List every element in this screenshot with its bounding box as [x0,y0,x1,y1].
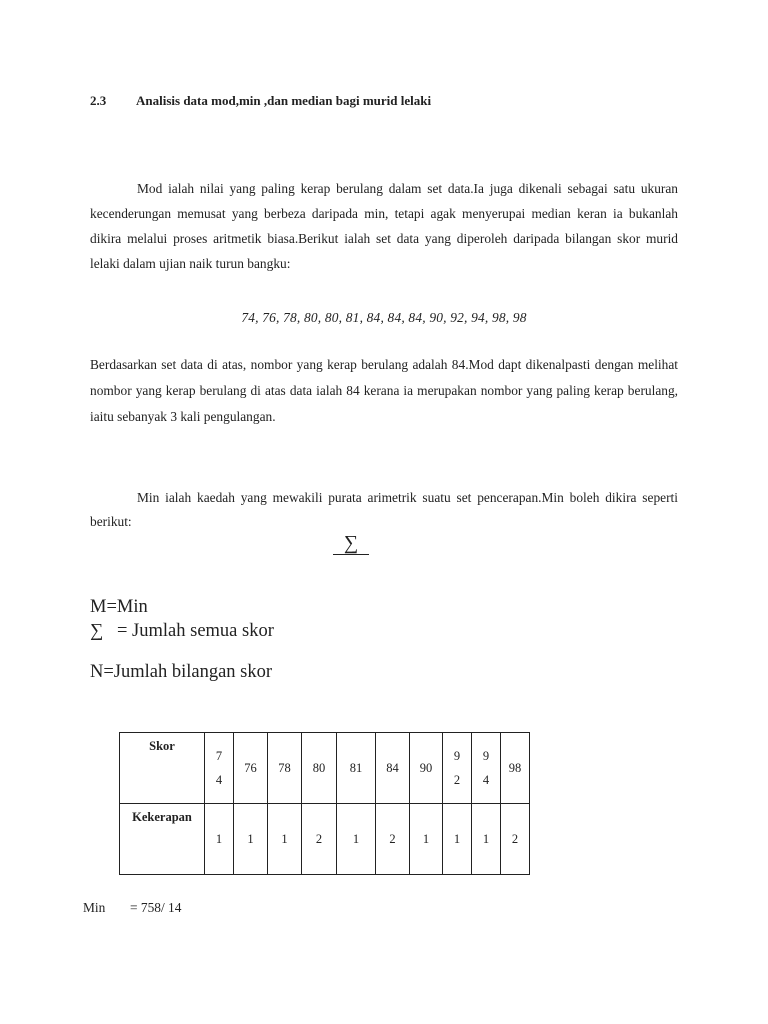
table-cell-kekerapan: 2 [376,804,410,875]
table-cell-kekerapan: 1 [234,804,268,875]
min-label: Min [83,900,106,915]
table-cell-skor: 92 [443,733,472,804]
section-title: Analisis data mod,min ,dan median bagi murid lelaki [136,93,432,108]
table-cell-skor: 76 [234,733,268,804]
table-cell-skor: 80 [302,733,337,804]
paragraph-mod [90,176,678,276]
table-cell-kekerapan: 1 [205,804,234,875]
sigma-symbol: ∑ [90,621,104,641]
table-cell-kekerapan: 1 [410,804,443,875]
definition-sigma-text: = Jumlah semua skor [117,621,274,641]
frequency-table [119,732,530,875]
min-calculation [83,900,181,916]
sigma-formula: ∑ [333,532,369,555]
table-header-skor: Skor [120,733,205,804]
min-value: = 758/ 14 [130,900,182,915]
definition-n: N=Jumlah bilangan skor [90,662,273,682]
definition-sigma [90,621,274,642]
paragraph-mod-text: Mod ialah nilai yang paling kerap berulang dalam set data.Ia juga dikenali sebagai satu ukuran kecenderungan memusat yang berbeza daripada min, tetapi agak menyerupai median keran ia bukanlah dikira melalui proses aritmetik biasa.Berikut ialah set data yang diperoleh daripada bilangan skor murid lelaki dalam ujian naik turun bangku: [90,181,678,271]
table-cell-skor: 74 [205,733,234,804]
table-header-kekerapan: Kekerapan [120,804,205,875]
table-cell-kekerapan: 2 [302,804,337,875]
table-cell-kekerapan: 1 [443,804,472,875]
table-cell-kekerapan: 1 [337,804,376,875]
table-cell-skor: 78 [268,733,302,804]
dataset-line: 74, 76, 78, 80, 80, 81, 84, 84, 84, 90, 92, 94, 98, 98 [241,310,527,325]
section-heading [90,93,431,109]
section-number: 2.3 [90,93,107,108]
table-cell-kekerapan: 2 [501,804,530,875]
table-cell-skor: 94 [472,733,501,804]
table-cell-skor: 98 [501,733,530,804]
paragraph-min-text: Min ialah kaedah yang mewakili purata arimetrik suatu set pencerapan.Min boleh dikira seperti berikut: [90,490,678,529]
table-cell-skor: 84 [376,733,410,804]
table-row-kekerapan [120,804,530,875]
table-cell-skor: 81 [337,733,376,804]
paragraph-result: Berdasarkan set data di atas, nombor yang kerap berulang adalah 84.Mod dapt dikenalpasti dengan melihat nombor yang kerap berulang di atas data ialah 84 kerana ia merupakan nombor yang paling kerap berulang, iaitu sebanyak 3 kali pengulangan. [90,357,678,424]
table-row-skor [120,733,530,804]
table-cell-kekerapan: 1 [472,804,501,875]
table-cell-kekerapan: 1 [268,804,302,875]
table-cell-skor: 90 [410,733,443,804]
definition-m: M=Min [90,597,148,617]
paragraph-min [90,486,678,534]
